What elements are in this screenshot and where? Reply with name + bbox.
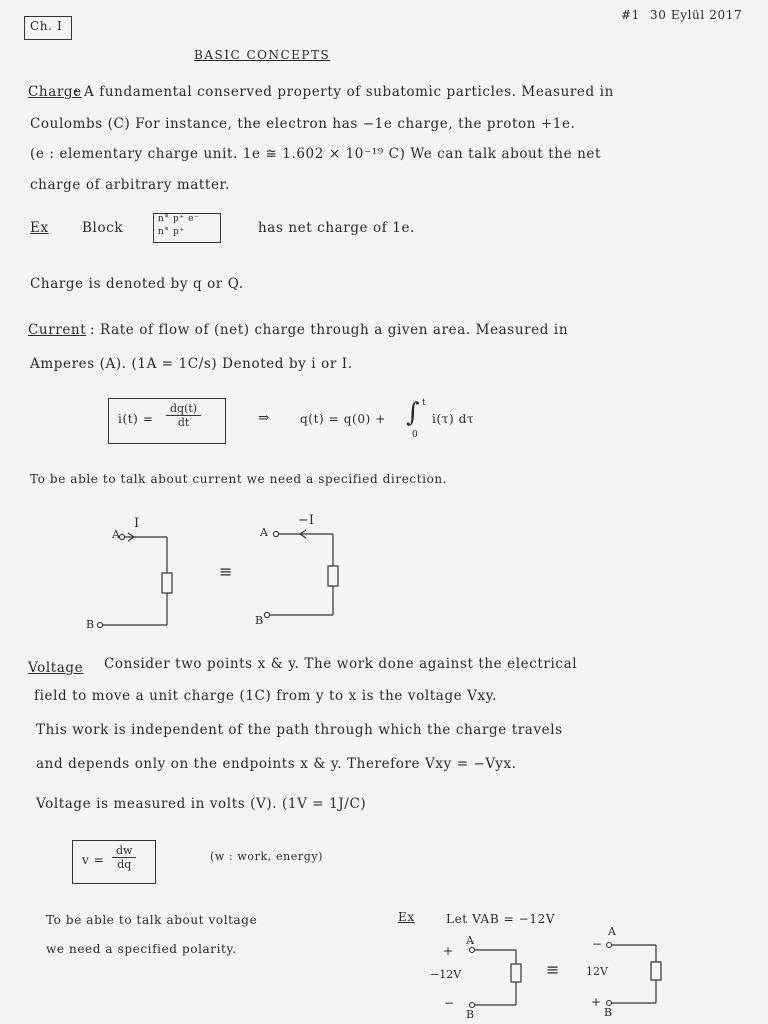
v-value-left: −12V	[430, 968, 462, 981]
current-eq-rhs-b: i(τ) dτ	[432, 412, 475, 426]
charge-line-1: : A fundamental conserved property of subatomic particles. Measured in	[74, 84, 614, 100]
voltage-line-4: and depends only on the endpoints x & y. Therefore Vxy = −Vyx.	[36, 756, 517, 772]
current-term: Current	[28, 322, 87, 338]
v-node-a-left-label: A	[466, 934, 474, 947]
polarity-line-2: we need a specified polarity.	[46, 942, 237, 956]
v-minus-left: −	[444, 996, 455, 1010]
charge-line-3: (e : elementary charge unit. 1e ≅ 1.602 × 10⁻¹⁹ C) We can talk about the net	[30, 146, 601, 162]
node-b-right-label: B	[255, 614, 264, 627]
v-plus-right: +	[591, 995, 602, 1009]
v-node-b-left	[470, 1003, 475, 1008]
current-eq-arrow: ⇒	[258, 410, 270, 426]
voltage-eq-denominator: dq	[117, 858, 132, 871]
charge-term: Charge	[28, 84, 82, 100]
current-eq-denominator: dt	[177, 416, 190, 429]
current-label-left: I	[134, 516, 140, 531]
voltage-eq-note: (w : work, energy)	[210, 850, 324, 863]
voltage-line-2: field to move a unit charge (1C) from y to x is the voltage Vxy.	[34, 688, 498, 704]
v-value-right: 12V	[586, 965, 608, 978]
page-number: #1	[621, 8, 640, 22]
v-node-a-right	[607, 943, 612, 948]
voltage-example-label: Ex	[398, 910, 415, 924]
voltage-eq-numerator: dw	[112, 844, 136, 858]
current-eq-lhs: i(t) =	[118, 412, 154, 426]
v-resistor-left	[511, 964, 521, 982]
charge-line-4: charge of arbitrary matter.	[30, 177, 231, 193]
current-equivalence: ≡	[219, 562, 233, 581]
node-a-left-label: A	[112, 528, 120, 541]
v-node-b-left-label: B	[466, 1008, 475, 1021]
node-b-left-label: B	[86, 618, 95, 631]
v-resistor-right	[651, 962, 661, 980]
voltage-equivalence: ≡	[546, 960, 560, 979]
charge-denoted: Charge is denoted by q or Q.	[30, 276, 244, 292]
voltage-example-text: Let VAB = −12V	[446, 912, 556, 926]
current-eq-rhs-a: q(t) = q(0) +	[300, 412, 386, 426]
current-eq-numerator: dq(t)	[166, 402, 201, 416]
v-node-b-right	[607, 1001, 612, 1006]
polarity-line-1: To be able to talk about voltage	[46, 913, 258, 927]
voltage-line-3: This work is independent of the path through which the charge travels	[36, 722, 563, 738]
current-direction-note: To be able to talk about current we need a specified direction.	[30, 472, 448, 486]
voltage-line-1: Consider two points x & y. The work done against the electrical	[104, 656, 578, 672]
page-title: BASIC CONCEPTS	[194, 48, 331, 62]
voltage-line-5: Voltage is measured in volts (V). (1V = 1J/C)	[36, 796, 367, 812]
current-line-2: Amperes (A). (1A = 1C/s) Denoted by i or I.	[30, 356, 353, 372]
v-minus-right: −	[592, 937, 603, 951]
v-plus-left: +	[443, 944, 454, 958]
current-label-right: −I	[298, 513, 315, 528]
charge-example-label: Ex	[30, 220, 49, 236]
voltage-eq-lhs: v =	[82, 853, 105, 867]
charge-line-2: Coulombs (C) For instance, the electron has −1e charge, the proton +1e.	[30, 116, 576, 132]
integral-lower: 0	[412, 430, 419, 440]
atom-block-row-1: n° p⁺ e⁻	[158, 214, 200, 224]
voltage-term: Voltage	[28, 660, 84, 676]
node-a-right-label: A	[260, 526, 268, 539]
page-date: 30 Eylül 2017	[650, 8, 743, 22]
v-node-a-right-label: A	[608, 925, 616, 938]
atom-block-row-2: n° p⁺	[158, 227, 185, 237]
charge-example-block-word: Block	[82, 220, 124, 236]
v-node-a-left	[470, 948, 475, 953]
integral-sign: ∫	[406, 398, 421, 428]
current-line-1: : Rate of flow of (net) charge through a given area. Measured in	[90, 322, 569, 338]
chapter-label: Ch. I	[30, 19, 63, 33]
v-node-b-right-label: B	[604, 1006, 613, 1019]
integral-upper: t	[422, 398, 427, 408]
charge-example-text: has net charge of 1e.	[258, 220, 415, 236]
